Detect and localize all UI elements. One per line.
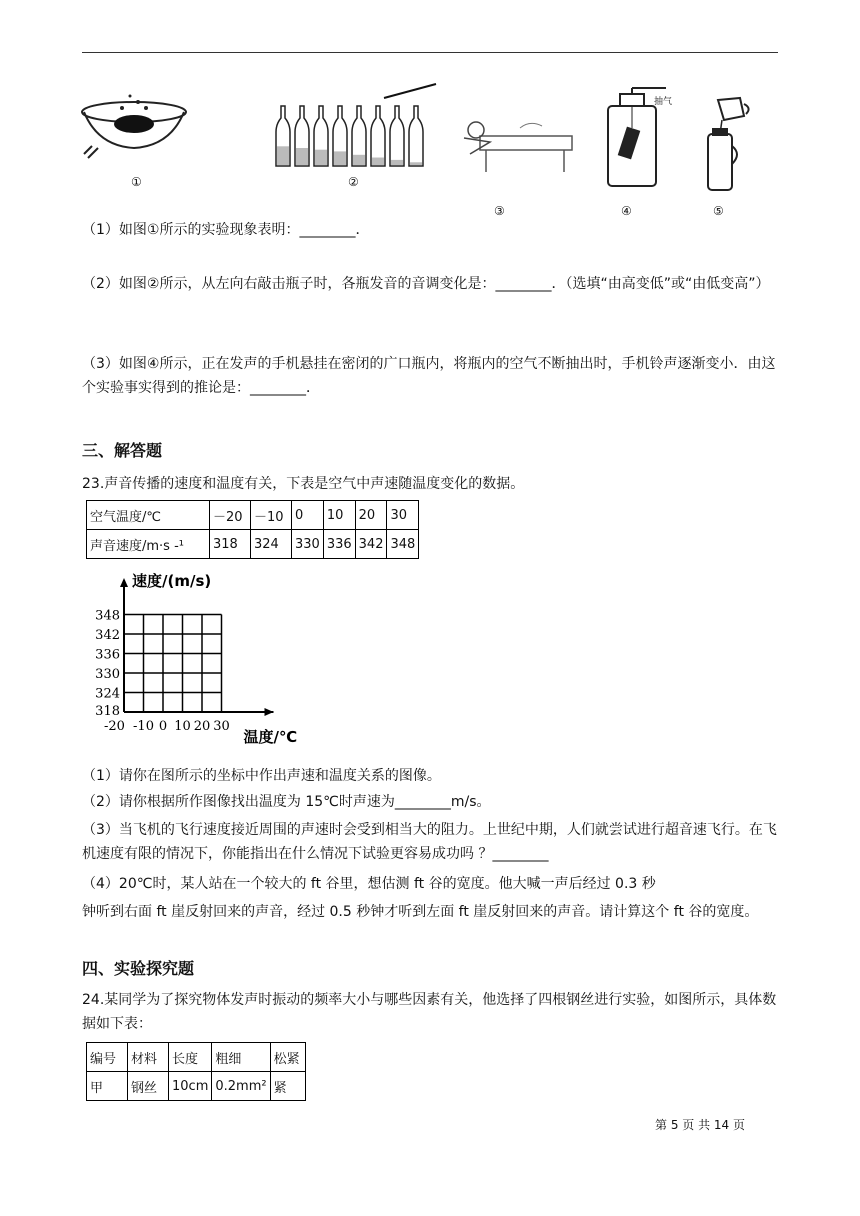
table-cell: 长度 [169,1043,212,1072]
figure-label-5: ⑤ [713,204,724,218]
speed-temperature-table [86,500,419,559]
table-cell: 甲 [87,1072,128,1101]
question-24-intro: 24.某同学为了探究物体发声时振动的频率大小与哪些因素有关，他选择了四根钢丝进行实验，如图所示，具体数据如下表： [82,992,777,1032]
table-row [87,530,419,559]
table-cell: 松紧 [270,1043,305,1072]
bottle-water [372,158,384,165]
section-4-title: 四、实验探究题 [82,959,195,978]
table-row [87,1043,306,1072]
question-23-sub-2: （2）请你根据所作图像找出温度为 15℃时声速为________m/s。 [82,794,491,810]
question-3: （3）如图④所示，正在发声的手机悬挂在密闭的广口瓶内，将瓶内的空气不断抽出时，手机铃声逐渐变小．由这个实验事实得到的推论是：________． [82,356,776,396]
pump-label: 抽气 [654,97,673,107]
x-tick-label: -10 [133,719,154,734]
table-row [87,501,419,530]
bottle-water [277,146,289,165]
speed-temperature-chart [82,572,312,752]
table-cell: 声音速度/m·s -¹ [87,530,210,559]
steel-wire-table [86,1042,306,1101]
y-tick-label: 348 [95,608,120,624]
x-tick-label: 10 [174,719,191,734]
figure-label-4: ④ [621,204,632,218]
table-cell: 钢丝 [128,1072,169,1101]
question-23-sub-1: （1）请你在图所示的坐标中作出声速和温度关系的图像。 [82,768,441,784]
table-cell: 紧 [270,1072,305,1101]
table-cell: 348 [387,530,419,559]
question-1: （1）如图①所示的实验现象表明：________． [82,222,370,238]
page-footer: 第 5 页 共 14 页 [655,1118,745,1132]
y-tick-label: 336 [95,647,120,663]
x-tick-label: 20 [193,719,211,734]
section-3-title: 三、解答题 [82,441,163,460]
x-tick-label: 30 [213,719,230,734]
figure-label-1: ① [131,175,142,189]
bottle-water [410,162,422,165]
question-23-sub-3: （3）当飞机的飞行速度接近周围的声速时会受到相当大的阻力。上世纪中期，人们就尝试进行超音速飞行。在飞机速度有限的情况下，你能指出在什么情况下试验更容易成功吗 ？________ [82,822,777,862]
y-tick-label: 330 [95,667,120,682]
table-cell: 30 [387,501,419,530]
bottle [371,106,385,166]
table-cell: 318 [210,530,251,559]
y-axis-label: 速度/(m/s) [132,572,212,590]
figure-label-2: ② [348,175,359,189]
table-cell: 粗细 [212,1043,270,1072]
question-23-sub-4-line-1: （4）20℃时，某人站在一个较大的 ft 谷里，想估测 ft 谷的宽度。他大喊一声后经过 0.3 秒 [82,876,656,892]
header-rule [82,52,778,53]
question-2: （2）如图②所示，从左向右敲击瓶子时，各瓶发音的音调变化是：________．（选填“由高变低”或“由低变高”） [82,276,770,292]
x-axis-label: 温度/℃ [243,728,298,746]
x-axis-arrow [265,708,274,716]
table-row [87,1072,306,1101]
y-tick-label: 342 [95,628,120,643]
table-cell: 10cm [169,1072,212,1101]
y-axis-arrow [120,578,128,587]
bottle-water [391,160,403,165]
thermos-pouring-figure [700,94,760,194]
x-tick-label: -20 [104,719,125,734]
question-23-sub-4-line-2: 钟听到右面 ft 崖反射回来的声音，经过 0.5 秒钟才听到左面 ft 崖反射回来的声音。请计算这个 ft 谷的宽度。 [82,904,759,920]
table-cell: 342 [355,530,387,559]
question-23-intro: 23.声音传播的速度和温度有关，下表是空气中声速随温度变化的数据。 [82,476,525,492]
person-table-figure [450,108,580,178]
bottle [409,106,423,166]
table-cell: 编号 [87,1043,128,1072]
table-cell: 324 [251,530,292,559]
table-cell: 336 [323,530,355,559]
table-cell: －10 [251,501,292,530]
y-tick-label: 324 [95,686,120,702]
table-cell: －20 [210,501,251,530]
table-cell: 10 [323,501,355,530]
table-cell: 材料 [128,1043,169,1072]
table-cell: 0 [292,501,324,530]
x-tick-label: 0 [158,719,168,734]
bottle [390,106,404,166]
y-tick-label: 318 [95,704,120,719]
bottle-water [315,150,327,165]
figure-label-3: ③ [494,204,505,218]
table-cell: 330 [292,530,324,559]
table-cell: 空气温度/℃ [87,501,210,530]
table-cell: 20 [355,501,387,530]
bowl-speaker-figure [78,78,196,170]
bottle-water [296,148,308,165]
bottle-water [334,151,346,165]
bottle-water [353,155,365,165]
table-cell: 0.2mm² [212,1072,270,1101]
bottles-figure [272,80,442,172]
